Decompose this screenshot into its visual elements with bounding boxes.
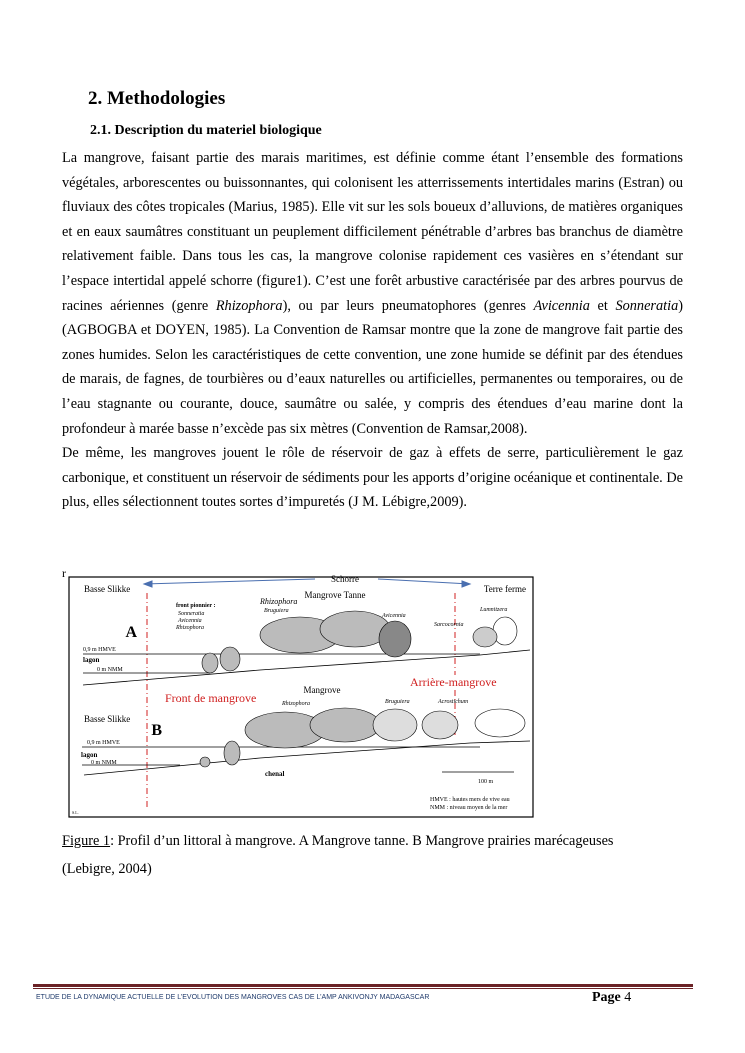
figure-credit: S.L. xyxy=(72,810,79,815)
label-front-de-mangrove: Front de mangrove xyxy=(165,691,257,705)
caption-source: (Lebigre, 2004) xyxy=(62,861,152,877)
footer-rule-thin xyxy=(33,988,693,989)
page-number xyxy=(592,990,631,1006)
body-text xyxy=(62,146,683,515)
label-rhizophora-a: Rhizophora xyxy=(260,597,298,606)
label-lagon-b: lagon xyxy=(81,751,98,759)
label-bruguiera-b: Bruguiera xyxy=(385,699,410,705)
legend-nmm: NMM : niveau moyen de la mer xyxy=(430,805,508,811)
figure-caption xyxy=(62,827,702,883)
label-a: A xyxy=(125,624,137,641)
label-hmve-b: 0,9 m HMVE xyxy=(87,740,120,746)
label-avicennia: Avicennia xyxy=(178,618,202,624)
label-rhizophora: Rhizophora xyxy=(176,625,205,631)
label-hmve-a: 0,9 m HMVE xyxy=(83,647,116,653)
label-lumnitzera: Lumnitzera xyxy=(480,607,508,613)
label-arriere-mangrove: Arrière-mangrove xyxy=(410,675,497,689)
paragraph-2: De même, les mangroves jouent le rôle de réservoir de gaz à effets de serre, particulièrement le gaz carbonique, et constituent un réservoir de sédiments pour les apports d’origine océanique et continentale. De plus, elles sélectionnent toutes sortes d’impuretés (J M. Lébigre,2009). xyxy=(62,445,683,511)
footer-title: ETUDE DE LA DYNAMIQUE ACTUELLE DE L’EVOLUTION DES MANGROVES CAS DE L’AMP ANKIVONJY MADAGASCAR xyxy=(36,994,430,1001)
section-heading: 2. Methodologies xyxy=(88,88,226,109)
paragraph-1 xyxy=(62,146,683,441)
label-terre-ferme: Terre ferme xyxy=(483,584,526,594)
text-run: ), ou par leurs pneumatophores (genres xyxy=(282,297,534,314)
label-basse-slikke-b: Basse Slikke xyxy=(84,714,131,724)
label-rhizophora-b: Rhizophora xyxy=(282,701,311,707)
footer-rule xyxy=(33,984,693,987)
italic-term: Rhizophora xyxy=(215,297,283,314)
label-acrostichum: Acrostichum xyxy=(438,699,469,705)
label-lagon-a: lagon xyxy=(83,656,100,664)
label-basse-slikke: Basse Slikke xyxy=(84,584,131,594)
label-b: B xyxy=(151,722,162,739)
italic-term: Sonneratia xyxy=(615,297,679,314)
page-label: Page xyxy=(592,990,621,1005)
label-nmm-b: 0 m NMM xyxy=(91,760,117,766)
stray-char: r xyxy=(62,566,66,580)
label-avicennia-a: Avicennia xyxy=(382,613,406,619)
label-chenal: chenal xyxy=(265,770,285,778)
label-scale: 100 m xyxy=(478,779,494,785)
label-sonneratia: Sonneratia xyxy=(178,611,205,617)
italic-term: Avicennia xyxy=(533,297,590,314)
mangrove-profile-figure xyxy=(60,565,540,820)
label-mangrove: Mangrove xyxy=(303,685,341,695)
text-run: ) (AGBOGBA et DOYEN, 1985). La Convention de Ramsar montre que la zone de mangrove fait partie des zones humides. Selon les caractéristiques de cette convention, une zone humide se définit par des étendues de marais, de fagnes, de tourbières ou d’eaux naturelles ou artificielles, permanentes ou temporaires, ou de l’eau stagnante ou courante, douce, saumâtre ou salée, y compris des étendues d’eau marine dont la profondeur à marée basse n’excède pas six mètres (Convention de Ramsar,2008). xyxy=(62,297,683,437)
legend-hmve: HMVE : hautes mers de vive eau xyxy=(430,797,510,803)
label-sarcocornia: Sarcocornia xyxy=(434,622,464,628)
text-run: La mangrove, faisant partie des marais maritimes, est définie comme étant l’ensemble des formations végétales, arborescentes ou buissonnantes, qui colonisent les atterrissements intertidales marins (Estran) ou fluviaux des côtes tropicales (Marius, 1985). Elle vit sur les sols boueux d’alluvions, de matières organiques et en eaux saumâtres constituant un peuplement difficilement pénétrable d’arbres bas branchus de diamètre relativement faible. Dans tous les cas, la mangrove colonise rapidement ces vasières en s’étendant sur l’espace intertidal appelé schorre (figure1). C’est une forêt arbustive caractérisée par des arbres pourvus de racines aériennes (genre xyxy=(62,150,683,314)
caption-line-1 xyxy=(62,827,702,855)
label-bruguiera-a: Bruguiera xyxy=(264,608,289,614)
subsection-heading: 2.1. Description du materiel biologique xyxy=(90,123,322,138)
label-nmm-a: 0 m NMM xyxy=(97,667,123,673)
label-schorre: Schorre xyxy=(331,574,359,584)
label-front-pionnier: front pionnier : xyxy=(176,603,216,609)
text-run: et xyxy=(589,297,616,314)
caption-text: : Profil d’un littoral à mangrove. A Mangrove tanne. B Mangrove prairies marécageuses xyxy=(110,833,614,849)
label-mangrove-tanne: Mangrove Tanne xyxy=(304,590,366,600)
figure-ref-link[interactable]: Figure 1 xyxy=(62,833,111,849)
page-number-value: 4 xyxy=(624,990,632,1005)
